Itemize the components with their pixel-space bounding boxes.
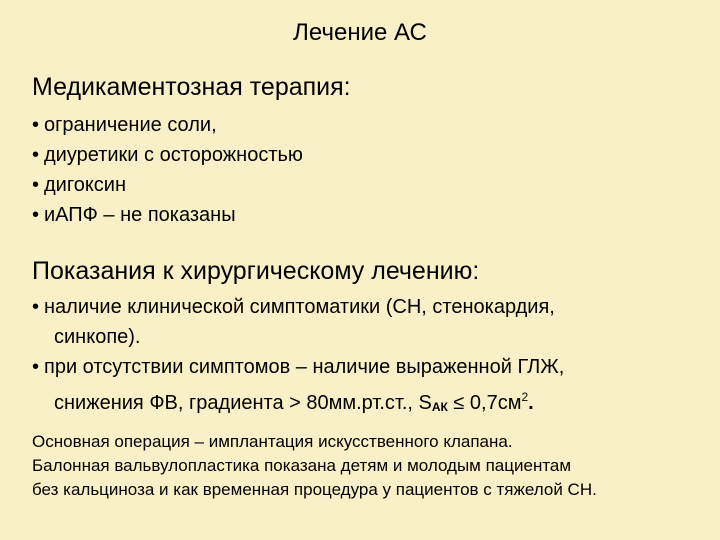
notes-block (32, 430, 712, 502)
surgery-item-asymptomatic-line2 (44, 382, 564, 422)
medication-item: • ограничение соли, (32, 110, 303, 140)
surgery-list (32, 292, 564, 422)
surgery-item-symptoms-line2: синкопе). (54, 326, 141, 348)
note-line: без кальциноза и как временная процедура у пациентов с тяжелой СН. (32, 480, 597, 499)
valve-area-subscript: АК (431, 400, 448, 414)
note-line: Основная операция – имплантация искусственного клапана. (32, 432, 513, 451)
surgery-heading: Показания к хирургическому лечению: (32, 257, 480, 285)
surgery-item-symptoms (32, 292, 564, 352)
surgery-item-asymptomatic-line1: • при отсутствии симптомов – наличие выраженной ГЛЖ, (44, 356, 565, 378)
surgery-item-asymptomatic (32, 352, 564, 422)
slide-title: Лечение АС (293, 19, 427, 46)
surgery-item-symptoms-line1: • наличие клинической симптоматики (СН, стенокардия, (44, 296, 555, 318)
area-unit-superscript: 2 (521, 390, 529, 404)
criteria-text: снижения ФВ, градиента > 80мм.рт.ст., S (54, 392, 432, 414)
line-end-period: . (528, 392, 534, 414)
note-line: Балонная вальвулопластика показана детям и молодым пациентам (32, 456, 572, 475)
medication-heading: Медикаментозная терапия: (32, 73, 351, 101)
medication-item: • иАПФ – не показаны (32, 200, 303, 230)
medication-list (32, 110, 303, 230)
valve-area-value: ≤ 0,7см (447, 392, 522, 414)
medication-item: • диуретики с осторожностью (32, 140, 303, 170)
medication-item: • дигоксин (32, 170, 303, 200)
